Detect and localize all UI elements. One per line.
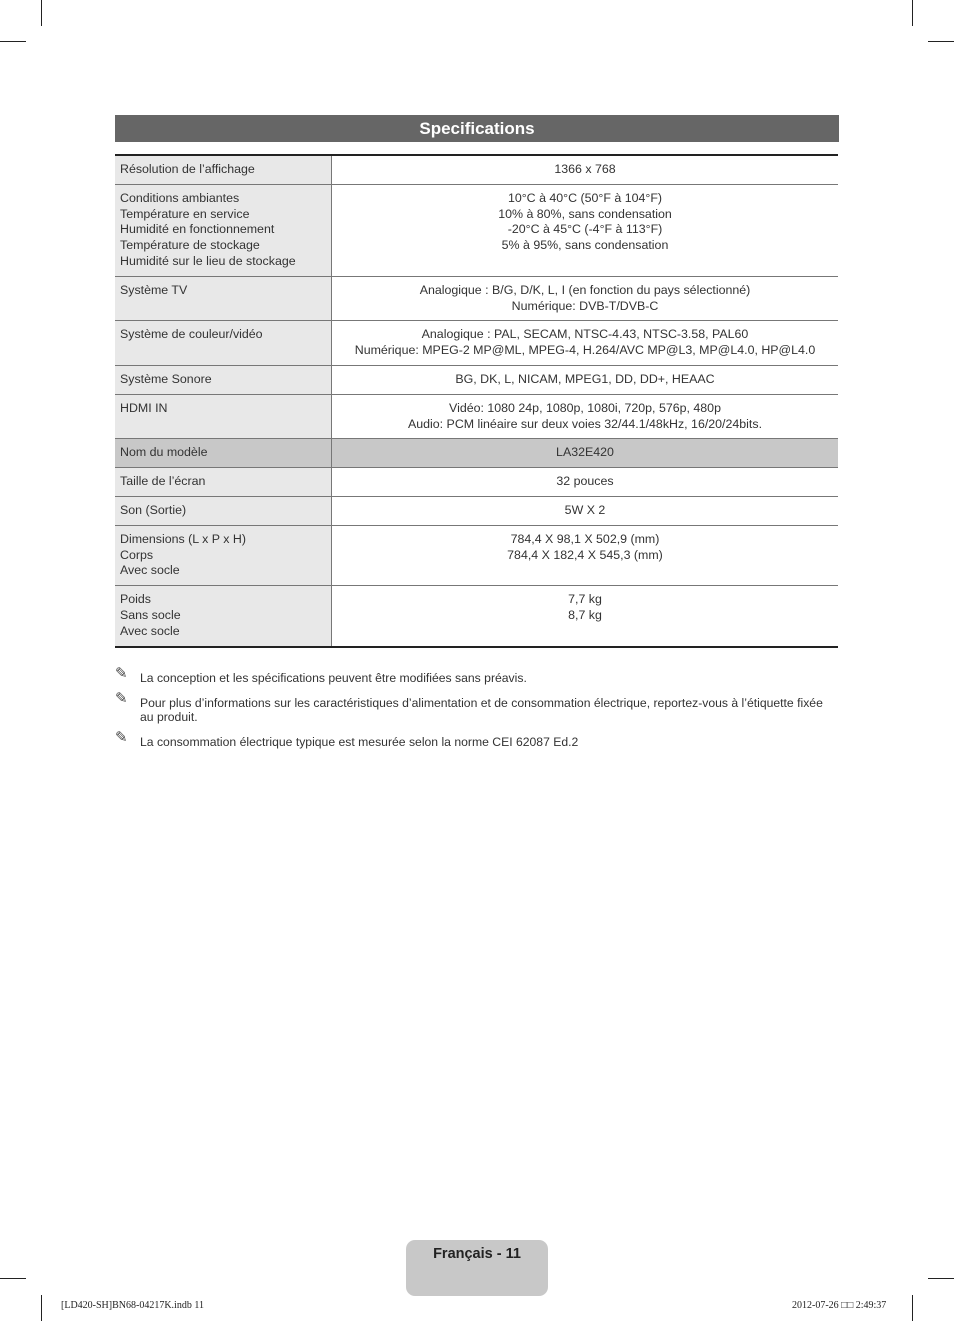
spec-row xyxy=(115,276,838,321)
note-text: La consommation électrique typique est mesurée selon la norme CEI 62087 Ed.2 xyxy=(140,735,579,749)
spec-row xyxy=(115,321,838,366)
spec-row xyxy=(115,439,838,468)
spec-value: 8,7 kg xyxy=(568,607,602,622)
spec-label-cell xyxy=(115,184,332,276)
spec-row xyxy=(115,394,838,439)
spec-value-cell xyxy=(332,468,839,497)
crop-mark-top-left-h xyxy=(0,41,26,42)
spec-label-cell xyxy=(115,276,332,321)
spec-row xyxy=(115,184,838,276)
page-number-tab xyxy=(406,1240,548,1296)
spec-row xyxy=(115,365,838,394)
spec-label-cell xyxy=(115,321,332,366)
spec-label-cell xyxy=(115,365,332,394)
spec-value: 1366 x 768 xyxy=(554,162,616,176)
spec-value-cell xyxy=(332,365,839,394)
crop-mark-bottom-left-h xyxy=(0,1278,26,1279)
note-text: Pour plus d’informations sur les caractéristiques d’alimentation et de consommation électrique, reportez-vous à l’étiquette fixée au produit. xyxy=(140,696,823,724)
spec-label: Avec socle xyxy=(120,623,180,638)
spec-value: Analogique : PAL, SECAM, NTSC-4.43, NTSC-3.58, PAL60 xyxy=(421,327,749,342)
spec-label: Température de stockage xyxy=(120,238,260,253)
spec-value: 784,4 X 98,1 X 502,9 (mm) xyxy=(510,531,660,546)
spec-label: Conditions ambiantes xyxy=(120,190,240,205)
spec-value-cell xyxy=(332,276,839,321)
spec-value: Analogique : B/G, D/K, L, I (en fonction du pays sélectionné) xyxy=(419,282,751,297)
print-timestamp: 2012-07-26 □□ 2:49:37 xyxy=(792,1300,887,1311)
spec-row xyxy=(115,496,838,525)
spec-label: Humidité en fonctionnement xyxy=(120,222,275,237)
spec-value-cell xyxy=(332,496,839,525)
spec-label-cell xyxy=(115,525,332,585)
crop-mark-bottom-right xyxy=(912,1295,913,1321)
spec-label: Système TV xyxy=(120,282,188,297)
spec-value: BG, DK, L, NICAM, MPEG1, DD, DD+, HEAAC xyxy=(455,371,715,386)
spec-value: 5% à 95%, sans condensation xyxy=(501,238,669,253)
crop-mark-top-right xyxy=(912,0,913,26)
spec-value: 7,7 kg xyxy=(568,592,602,607)
spec-value-cell xyxy=(332,439,839,468)
spec-label-cell xyxy=(115,496,332,525)
page-number-label: Français - 11 xyxy=(433,1246,521,1262)
section-title: Specifications xyxy=(419,118,535,138)
spec-row xyxy=(115,586,838,647)
spec-value: 10°C à 40°C (50°F à 104°F) xyxy=(507,190,663,205)
spec-row xyxy=(115,468,838,497)
spec-value: Vidéo: 1080 24p, 1080p, 1080i, 720p, 576p, 480p xyxy=(449,400,721,415)
spec-row xyxy=(115,525,838,585)
note-item xyxy=(115,731,839,749)
note-item xyxy=(115,667,839,685)
pencil-icon: ✎ xyxy=(115,665,128,682)
note-text: La conception et les spécifications peuvent être modifiées sans préavis. xyxy=(140,671,527,685)
spec-label: Système Sonore xyxy=(120,371,212,386)
spec-value: 32 pouces xyxy=(556,474,614,489)
spec-label-cell xyxy=(115,468,332,497)
crop-mark-bottom-right-h xyxy=(928,1278,954,1279)
file-info: [LD420-SH]BN68-04217K.indb 11 xyxy=(61,1300,204,1311)
spec-row xyxy=(115,155,838,184)
spec-value: Numérique: DVB-T/DVB-C xyxy=(511,298,659,313)
spec-value-cell xyxy=(332,321,839,366)
note-item xyxy=(115,692,839,724)
specifications-table xyxy=(115,154,838,648)
spec-label: HDMI IN xyxy=(120,400,168,415)
spec-value-cell xyxy=(332,184,839,276)
spec-label: Nom du modèle xyxy=(120,445,208,460)
spec-label: Humidité sur le lieu de stockage xyxy=(120,253,296,268)
spec-label: Avec socle xyxy=(120,563,180,578)
spec-value-cell xyxy=(332,394,839,439)
spec-label: Poids xyxy=(120,592,151,607)
spec-label: Système de couleur/vidéo xyxy=(120,327,263,342)
spec-value: Audio: PCM linéaire sur deux voies 32/44.1/48kHz, 16/20/24bits. xyxy=(407,416,763,431)
section-title-bar xyxy=(115,115,839,142)
spec-value: LA32E420 xyxy=(556,445,614,460)
spec-value: 784,4 X 182,4 X 545,3 (mm) xyxy=(507,547,663,562)
crop-mark-bottom-left xyxy=(41,1295,42,1321)
notes-list xyxy=(115,667,839,756)
spec-value: 5W X 2 xyxy=(564,502,606,517)
spec-label-cell xyxy=(115,394,332,439)
spec-label: Dimensions (L x P x H) xyxy=(120,531,247,546)
crop-mark-top-right-h xyxy=(928,41,954,42)
spec-label: Taille de l’écran xyxy=(120,474,206,489)
spec-value: Numérique: MPEG-2 MP@ML, MPEG-4, H.264/AVC MP@L3, MP@L4.0, HP@L4.0 xyxy=(354,343,816,358)
spec-label-cell xyxy=(115,155,332,184)
pencil-icon: ✎ xyxy=(115,729,128,746)
spec-label-cell xyxy=(115,439,332,468)
crop-mark-top-left xyxy=(41,0,42,26)
spec-value-cell xyxy=(332,525,839,585)
spec-label: Son (Sortie) xyxy=(120,502,187,517)
pencil-icon: ✎ xyxy=(115,690,128,707)
spec-value-cell xyxy=(332,155,839,184)
spec-value: -20°C à 45°C (-4°F à 113°F) xyxy=(507,222,663,237)
spec-label: Corps xyxy=(120,547,154,562)
spec-label: Sans socle xyxy=(120,607,181,622)
spec-value-cell xyxy=(332,586,839,647)
spec-value: 10% à 80%, sans condensation xyxy=(498,206,672,221)
spec-label: Température en service xyxy=(120,206,250,221)
spec-label: Résolution de l’affichage xyxy=(120,162,255,176)
spec-label-cell xyxy=(115,586,332,647)
